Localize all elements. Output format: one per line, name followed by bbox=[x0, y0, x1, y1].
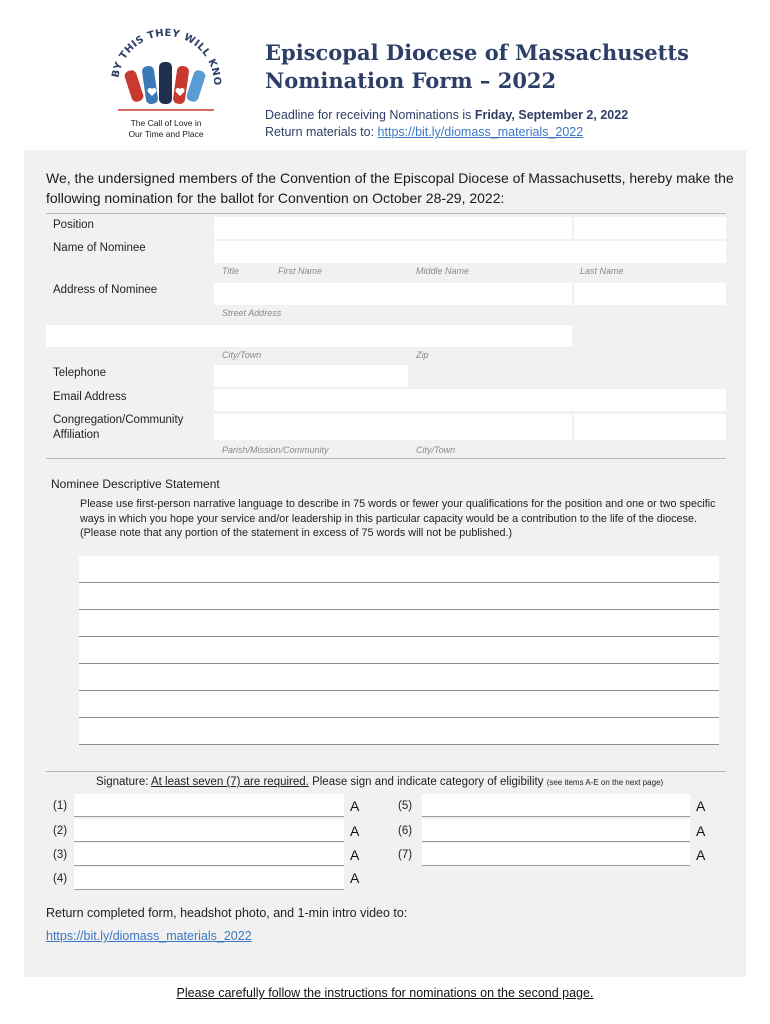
signature-3-category[interactable]: A bbox=[350, 847, 360, 863]
table-bottom-line bbox=[46, 458, 726, 459]
telephone-field[interactable] bbox=[214, 365, 408, 387]
nominee-name-label: Name of Nominee bbox=[53, 242, 146, 254]
name-title-sublabel: Title bbox=[222, 266, 239, 276]
signature-heading-note: (see items A-E on the next page) bbox=[546, 778, 664, 787]
signature-heading-prefix: Signature: bbox=[96, 776, 151, 788]
signature-heading-rest: Please sign and indicate category of eligibility bbox=[308, 776, 547, 788]
signature-4-field[interactable] bbox=[74, 867, 344, 890]
form-title-line2: Nomination Form – 2022 bbox=[265, 68, 557, 93]
email-label: Email Address bbox=[53, 391, 127, 403]
name-middle-sublabel: Middle Name bbox=[416, 266, 470, 276]
diocese-logo bbox=[104, 22, 228, 146]
form-title-line1: Episcopal Diocese of Massachusetts bbox=[265, 40, 689, 65]
name-last-sublabel: Last Name bbox=[580, 266, 624, 276]
signature-3-number: (3) bbox=[53, 849, 68, 861]
congregation-field-extra[interactable] bbox=[574, 414, 726, 440]
signature-5-category[interactable]: A bbox=[696, 798, 706, 814]
zip-sublabel: Zip bbox=[416, 350, 429, 360]
signature-6-field[interactable] bbox=[422, 819, 690, 842]
congregation-label-1: Congregation/Community bbox=[53, 414, 184, 426]
deadline-text bbox=[265, 108, 628, 122]
signature-5-field[interactable] bbox=[422, 794, 690, 817]
return-materials-link[interactable]: https://bit.ly/diomass_materials_2022 bbox=[377, 125, 584, 139]
statement-line[interactable] bbox=[79, 583, 719, 610]
logo-arc-text: BY THIS THEY WILL KNO bbox=[110, 27, 223, 87]
statement-title: Nominee Descriptive Statement bbox=[51, 477, 220, 491]
deadline-prefix: Deadline for receiving Nominations is bbox=[265, 108, 475, 122]
statement-line[interactable] bbox=[79, 691, 719, 718]
congregation-label-2: Affiliation bbox=[53, 429, 100, 441]
city-zip-field[interactable] bbox=[46, 325, 572, 347]
statement-description: Please use first-person narrative language to describe in 75 words or fewer your qualifications for the position and one or two specific ways in which you hope your service and/or leadership in this particular capacity would be a contribution to the life of the diocese. (Please note that any portion of the statement in excess of 75 words will not be published.) bbox=[80, 498, 716, 539]
position-field-extra[interactable] bbox=[574, 217, 726, 239]
logo-caption-1: The Call of Love in bbox=[130, 118, 202, 128]
return-prefix: Return materials to: bbox=[265, 125, 378, 139]
street-address-sublabel: Street Address bbox=[222, 308, 282, 318]
parish-city-sublabel: City/Town bbox=[416, 445, 456, 455]
intro-paragraph: We, the undersigned members of the Convention of the Episcopal Diocese of Massachusetts, hereby make the following nomination for the ballot for Convention on October 28-29, 2022: bbox=[46, 170, 734, 206]
statement-line[interactable] bbox=[79, 664, 719, 691]
signature-2-field[interactable] bbox=[74, 819, 344, 842]
name-first-sublabel: First Name bbox=[278, 266, 323, 276]
signature-5-number: (5) bbox=[398, 800, 413, 812]
signature-7-number: (7) bbox=[398, 849, 413, 861]
city-sublabel: City/Town bbox=[222, 350, 262, 360]
signature-2-number: (2) bbox=[53, 825, 68, 837]
statement-line[interactable] bbox=[79, 718, 719, 745]
parish-sublabel: Parish/Mission/Community bbox=[222, 445, 329, 455]
table-top-line bbox=[46, 213, 726, 214]
address-label: Address of Nominee bbox=[53, 284, 158, 296]
return-instructions: Return completed form, headshot photo, and 1-min intro video to: bbox=[46, 906, 408, 920]
return-materials-line bbox=[265, 125, 583, 139]
congregation-field[interactable] bbox=[214, 414, 572, 440]
street-address-field-extra[interactable] bbox=[574, 283, 726, 305]
position-field[interactable] bbox=[214, 217, 572, 239]
deadline-date: Friday, September 2, 2022 bbox=[474, 108, 629, 122]
statement-line[interactable] bbox=[79, 610, 719, 637]
signature-1-category[interactable]: A bbox=[350, 798, 360, 814]
signature-6-number: (6) bbox=[398, 825, 413, 837]
street-address-field[interactable] bbox=[214, 283, 572, 305]
signature-3-field[interactable] bbox=[74, 843, 344, 866]
email-field[interactable] bbox=[214, 389, 726, 411]
signature-4-category[interactable]: A bbox=[350, 870, 360, 886]
signature-1-field[interactable] bbox=[74, 794, 344, 817]
signature-7-category[interactable]: A bbox=[696, 847, 706, 863]
telephone-label: Telephone bbox=[53, 367, 107, 379]
footer-note: Please carefully follow the instructions for nominations on the second page. bbox=[176, 986, 594, 1000]
signature-1-number: (1) bbox=[53, 800, 68, 812]
signature-7-field[interactable] bbox=[422, 843, 690, 866]
logo-caption-2: Our Time and Place bbox=[128, 129, 204, 139]
signature-4-number: (4) bbox=[53, 873, 68, 885]
position-label: Position bbox=[53, 219, 94, 231]
signature-2-category[interactable]: A bbox=[350, 823, 360, 839]
signature-heading bbox=[96, 776, 663, 788]
signature-requirement: At least seven (7) are required. bbox=[150, 776, 309, 788]
signature-divider bbox=[46, 771, 726, 772]
nominee-name-field[interactable] bbox=[214, 241, 726, 263]
return-link[interactable]: https://bit.ly/diomass_materials_2022 bbox=[46, 929, 252, 943]
statement-line[interactable] bbox=[79, 556, 719, 583]
statement-line[interactable] bbox=[79, 637, 719, 664]
signature-6-category[interactable]: A bbox=[696, 823, 706, 839]
